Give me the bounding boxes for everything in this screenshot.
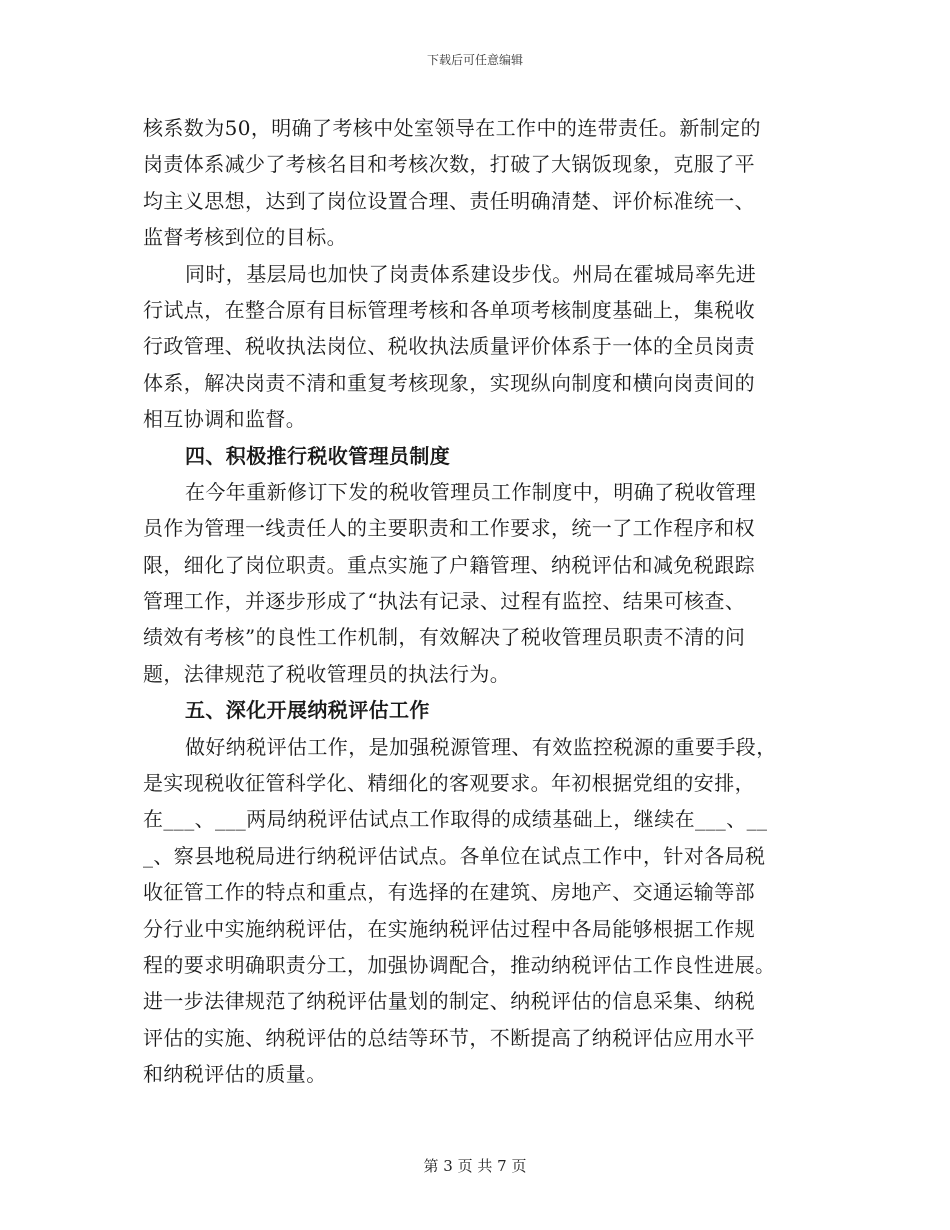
text-line: 体系，解决岗责不清和重复考核现象，实现纵向制度和横向岗责间的 — [143, 370, 755, 395]
text-line: _、察县地税局进行纳税评估试点。各单位在试点工作中，针对各局税 — [143, 843, 766, 868]
text-line: 员作为管理一线责任人的主要职责和工作要求，统一了工作程序和权 — [143, 516, 755, 541]
text-line: 在___、___两局纳税评估试点工作取得的成绩基础上，继续在___、__ — [143, 807, 768, 832]
text-line: 进一步法律规范了纳税评估量划的制定、纳税评估的信息采集、纳税 — [143, 989, 755, 1014]
document-body — [143, 110, 815, 1093]
section-heading: 五、深化开展纳税评估工作 — [185, 698, 430, 723]
text-line: 同时，基层局也加快了岗责体系建设步伐。州局在霍城局率先进 — [185, 261, 757, 286]
page-header: 下载后可任意编辑 — [426, 53, 523, 67]
text-line: 核系数为50，明确了考核中处室领导在工作中的连带责任。新制定的 — [143, 116, 761, 140]
text-line: 程的要求明确职责分工，加强协调配合，推动纳税评估工作良性进展。 — [143, 952, 776, 977]
text-line: 限，细化了岗位职责。重点实施了户籍管理、纳税评估和减免税跟踪 — [143, 552, 755, 577]
text-line: 评估的实施、纳税评估的总结等环节，不断提高了纳税评估应用水平 — [143, 1025, 755, 1050]
text-line: 在今年重新修订下发的税收管理员工作制度中，明确了税收管理 — [185, 479, 757, 504]
page-footer: 第 3 页 共 7 页 — [423, 1157, 527, 1175]
text-line: 绩效有考核”的良性工作机制，有效解决了税收管理员职责不清的问 — [143, 625, 746, 650]
text-line: 管理工作，并逐步形成了“执法有记录、过程有监控、结果可核查、 — [143, 589, 746, 614]
text-line: 分行业中实施纳税评估，在实施纳税评估过程中各局能够根据工作规 — [143, 916, 755, 941]
text-line: 行试点，在整合原有目标管理考核和各单项考核制度基础上，集税收 — [143, 297, 755, 322]
text-line: 和纳税评估的质量。 — [143, 1062, 327, 1087]
text-line: 收征管工作的特点和重点，有选择的在建筑、房地产、交通运输等部 — [143, 880, 755, 905]
text-line: 行政管理、税收执法岗位、税收执法质量评价体系于一体的全员岗责 — [143, 334, 755, 359]
text-line: 均主义思想，达到了岗位设置合理、责任明确清楚、评价标准统一、 — [143, 188, 755, 213]
text-line: 监督考核到位的目标。 — [143, 225, 347, 250]
text-line: 题，法律规范了税收管理员的执法行为。 — [143, 661, 511, 686]
text-line: 相互协调和监督。 — [143, 407, 307, 432]
text-line: 岗责体系减少了考核名目和考核次数，打破了大锅饭现象，克服了平 — [143, 152, 755, 177]
text-line: 是实现税收征管科学化、精细化的客观要求。年初根据党组的安排， — [143, 771, 755, 796]
text-line: 做好纳税评估工作，是加强税源管理、有效监控税源的重要手段， — [185, 734, 777, 759]
section-heading: 四、积极推行税收管理员制度 — [185, 443, 451, 468]
